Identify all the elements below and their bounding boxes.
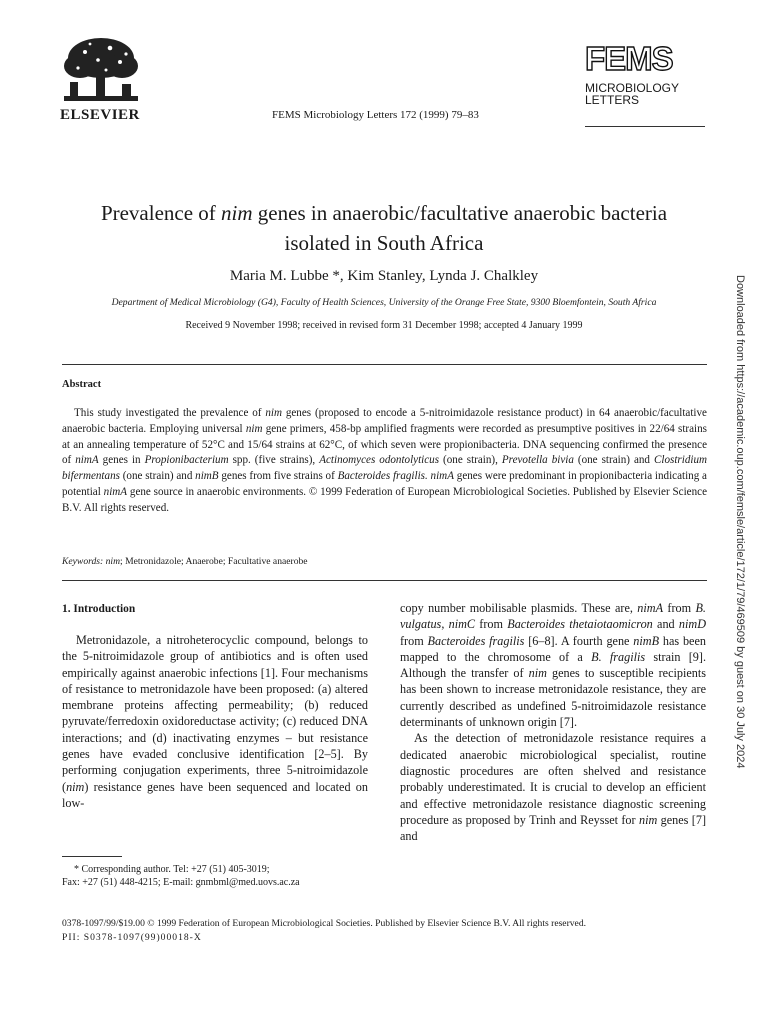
- received-dates: Received 9 November 1998; received in revised form 31 December 1998; accepted 4 January 1999: [185, 320, 583, 331]
- header-divider: [585, 126, 705, 127]
- fems-subtitle-1: MICROBIOLOGY: [585, 81, 680, 95]
- elsevier-tree-icon: [60, 34, 142, 106]
- abstract-text: This study investigated the prevalence of nim genes (proposed to encode a 5-nitroimidazole resistance product) in 64 anaerobic/facultative anaerobic bacteria. Employing universal nim gene primers, 458-bp amplified fragments were recorded as presumptive positives in 22/64 strains at an annealing temperature of 52°C and 15/64 strains at 62°C, of which seven were propionibacteria. DNA sequencing confirmed the presence of nimA genes in Propionibacterium spp. (five strains), Actinomyces odontolyticus (one strain), Prevotella bivia (one strain) and Clostridium bifermentans (one strain) and nimB genes from five strains of Bacteroides fragilis. nimA genes were predominant in propionibacteria indicating a potential nimA gene source in anaerobic environments. © 1999 Federation of European Microbiological Societies. Published by Elsevier Science B.V. All rights reserved.: [62, 407, 708, 514]
- keywords-label: Keywords:: [62, 556, 104, 567]
- elsevier-logo: [60, 34, 142, 124]
- keywords-rest: ; Metronidazole; Anaerobe; Facultative anaerobe: [120, 556, 308, 567]
- publisher-name: ELSEVIER: [60, 107, 140, 123]
- corresponding-author-footnote: * Corresponding author. Tel: +27 (51) 405-3019; Fax: +27 (51) 448-4215; E-mail: gnmbml@med.uovs.ac.za: [62, 864, 300, 888]
- intro-paragraph-1: Metronidazole, a nitroheterocyclic compound, belongs to the 5-nitroimidazole group of antibiotics and is often used empirically against anaerobic infections [1]. Four mechanisms of resistance to metronidazole have been proposed: (a) altered membrane proteins affecting permeability; (b) reduced pyruvate/ferredoxin oxidoreductase activity; (c) reduced DNA interactions; and (d) inactivating enzymes – but resistance genes have evaded conclusive identification [2–5]. By performing conjugation experiments, three 5-nitroimidazole (nim) resistance genes have been sequenced and located on low-: [62, 633, 368, 810]
- abstract-bottom-divider: [62, 580, 707, 581]
- pii-line: PII: S0378-1097(99)00018-X: [62, 932, 202, 943]
- left-column: [62, 603, 368, 811]
- abstract-heading: Abstract: [62, 379, 102, 390]
- fems-subtitle-2: LETTERS: [585, 93, 640, 107]
- download-watermark: [732, 275, 752, 995]
- fems-logo-block: [585, 40, 705, 106]
- download-watermark-text: Downloaded from https://academic.oup.com/femsle/article/172/1/79/469509 by guest on 30 July 2024: [734, 275, 746, 769]
- footnote-divider: [62, 856, 122, 857]
- intro-paragraph-1-continued: copy number mobilisable plasmids. These are, nimA from B. vulgatus, nimC from Bacteroides thetaiotaomicron and nimD from Bacteroides fragilis [6–8]. A fourth gene nimB has been mapped to the chromosome of a B. fragilis strain [9]. Although the transfer of nim genes to susceptible recipients has been shown to increase metronidazole resistance, they are currently described as undefined 5-nitroimidazole resistance determinants of unknown origin [7].: [400, 601, 706, 730]
- affiliation: Department of Medical Microbiology (G4), Faculty of Health Sciences, University of the Orange Free State, 9300 Bloemfontein, South Africa: [111, 297, 657, 308]
- right-column: [400, 600, 706, 844]
- keywords: [62, 556, 308, 567]
- fems-logo: FEMS: [585, 40, 673, 77]
- section-heading-introduction: 1. Introduction: [62, 603, 136, 615]
- author-list: Maria M. Lubbe *, Kim Stanley, Lynda J. Chalkley: [229, 268, 539, 284]
- article-title: Prevalence of nim genes in anaerobic/facultative anaerobic bacteria isolated in South Africa: [100, 201, 668, 255]
- keyword-nim: nim: [105, 556, 121, 567]
- intro-paragraph-2: As the detection of metronidazole resistance requires a dedicated anaerobic microbiological specialist, routine diagnostic procedures are often shelved and resistance probably underestimated. It is crucial to develop an efficient and effective metronidazole resistance diagnostic screening procedure as proposed by Trinh and Reysset for nim genes [7] and: [400, 731, 706, 844]
- abstract-top-divider: [62, 364, 707, 365]
- copyright-line: 0378-1097/99/$19.00 © 1999 Federation of European Microbiological Societies. Published by Elsevier Science B.V. All rights reserved.: [62, 918, 587, 929]
- page-footer: [62, 917, 707, 945]
- journal-reference: FEMS Microbiology Letters 172 (1999) 79–83: [272, 109, 479, 121]
